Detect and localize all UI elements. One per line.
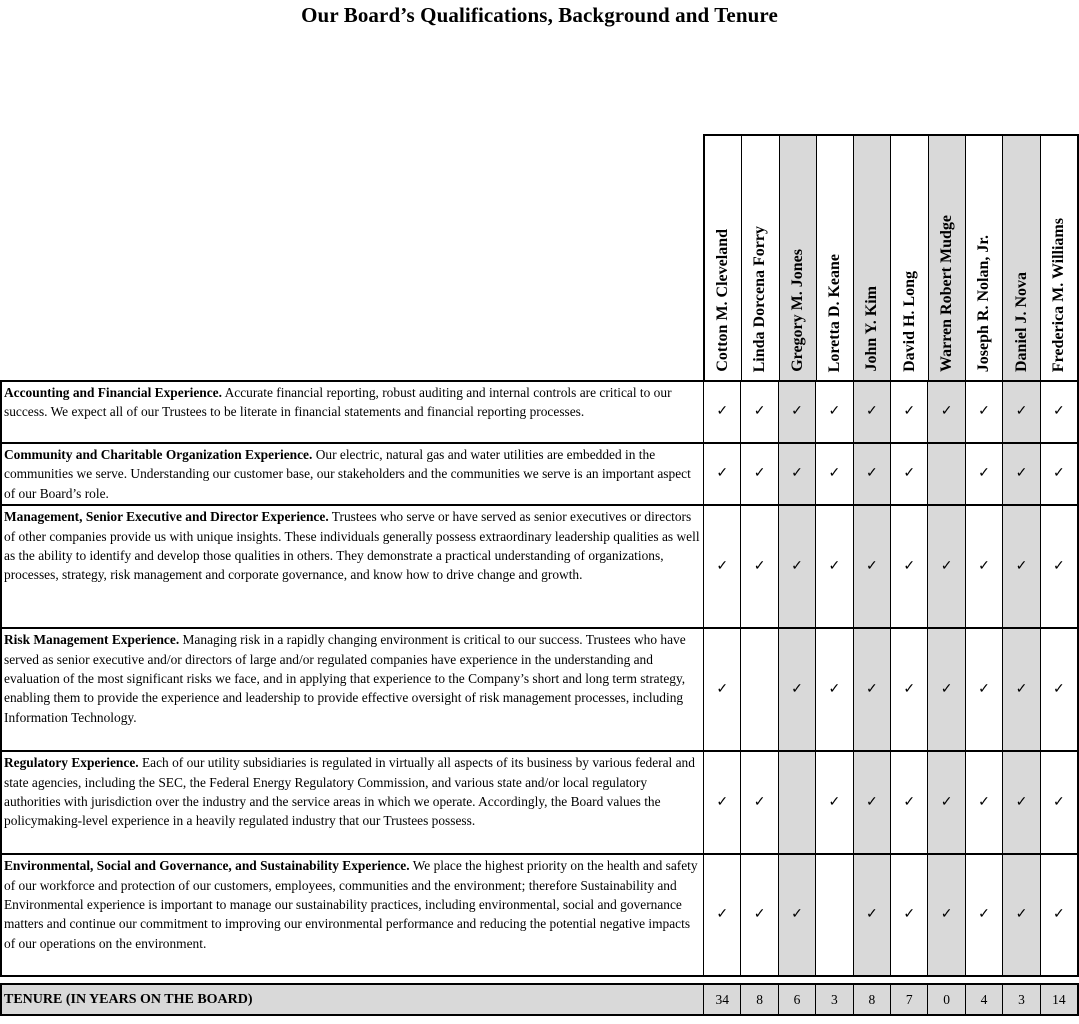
checkmark-icon: ✓ [716,907,729,923]
tenure-value-cell [740,985,777,1014]
checkmark-icon: ✓ [940,681,953,697]
checkmark-icon: ✓ [791,558,803,574]
director-name: Loretta D. Keane [826,253,844,372]
qualification-description [2,855,703,975]
tenure-value-cell [778,985,815,1014]
check-cell [890,506,927,627]
checkmark-icon: ✓ [1052,404,1065,419]
tenure-value-cell [927,985,964,1014]
checkmark-icon: ✓ [791,907,803,923]
check-cell [703,444,740,504]
checkmark-icon: ✓ [791,681,803,697]
check-cell [1002,855,1039,975]
qualification-text: Managing risk in a rapidly changing environment is critical to our success. Trustees who have served as senior executive and/or directors of large and/or regulated companies have experience in the understanding and evaluation of the most significant risks we face, and in applying that experience to the Company’s short and long term strategy, enabling them to provide the experience and leadership to provide effective oversight of risk management processes, including Information Technology. [4,632,686,725]
tenure-values [703,985,1077,1014]
qualification-row [2,506,1077,629]
checkmark-icon: ✓ [865,907,878,923]
director-name: Warren Robert Mudge [937,214,955,372]
tenure-label: TENURE (IN YEARS ON THE BOARD) [4,991,253,1007]
checkmark-icon: ✓ [903,466,916,482]
check-cell [1002,506,1039,627]
director-column-header [1002,136,1039,380]
check-cell [740,506,777,627]
qualification-title: Environmental, Social and Governance, and Sustainability Experience. [4,858,410,874]
tenure-value-cell [965,985,1002,1014]
checkmark-icon: ✓ [753,907,766,923]
check-cell [1040,629,1077,750]
qualification-row [2,752,1077,855]
checkmark-icon: ✓ [791,466,803,482]
tenure-value: 3 [1018,991,1025,1007]
qualification-checks [703,629,1077,750]
check-cell [890,855,927,975]
tenure-value: 6 [793,991,801,1007]
check-cell [703,855,740,975]
director-name: Cotton M. Cleveland [714,229,732,372]
checkmark-icon: ✓ [753,404,766,419]
check-cell [927,382,964,442]
header-spacer [0,134,703,380]
qualification-row [2,444,1077,506]
director-column-header [965,136,1002,380]
check-cell [703,752,740,853]
director-name: Daniel J. Nova [1012,272,1030,372]
qualification-description [2,444,703,504]
director-name: Frederica M. Williams [1049,217,1067,372]
check-cell [1040,444,1077,504]
check-cell [853,855,890,975]
checkmark-icon: ✓ [978,794,990,810]
qualification-text: Each of our utility subsidiaries is regulated in virtually all aspects of its business by various federal and state agencies, including the SEC, the Federal Energy Regulatory Commission, and various state and/or local regulatory authorities with jurisdiction over the industry and the service areas in which we operate. Accordingly, the Board values the policymaking-level experience in a heavily regulated industry that our Trustees possess. [4,755,695,829]
qualification-title: Risk Management Experience. [4,632,180,648]
check-cell [778,506,815,627]
checkmark-icon: ✓ [1052,558,1065,574]
check-cell [1002,752,1039,853]
qualification-description [2,629,703,750]
check-cell [815,855,852,975]
checkmark-icon: ✓ [978,466,990,482]
qualification-text: Our electric, natural gas and water utilities are embedded in the communities we serve. Understanding our customer base, our stakeholders and the communities we serve is an important aspect of our Board’s role. [4,447,691,501]
qualification-title: Management, Senior Executive and Director Experience. [4,509,329,525]
checkmark-icon: ✓ [978,681,990,697]
director-column-header [890,136,927,380]
qualification-title: Accounting and Financial Experience. [4,385,222,400]
checkmark-icon: ✓ [978,907,990,923]
director-column-header [779,136,816,380]
checkmark-icon: ✓ [903,794,916,810]
checkmark-icon: ✓ [1052,681,1065,697]
director-column-header [816,136,853,380]
checkmark-icon: ✓ [1052,466,1065,482]
check-cell [1002,629,1039,750]
director-column-header [741,136,778,380]
checkmark-icon: ✓ [753,466,766,482]
qualification-checks [703,382,1077,442]
tenure-value-cell [853,985,890,1014]
check-cell [703,506,740,627]
check-cell [815,506,852,627]
checkmark-icon: ✓ [865,681,878,697]
qualification-description [2,382,703,442]
checkmark-icon: ✓ [716,466,729,482]
check-cell [965,855,1002,975]
checkmark-icon: ✓ [716,794,729,810]
check-cell [927,506,964,627]
board-qualifications-table [0,134,1079,1016]
checkmark-icon: ✓ [903,681,916,697]
checkmark-icon: ✓ [791,404,803,419]
tenure-value-cell [703,985,740,1014]
check-cell [740,382,777,442]
tenure-value-cell [1040,985,1077,1014]
checkmark-icon: ✓ [753,558,766,574]
qualification-rows [0,380,1079,977]
check-cell [927,629,964,750]
check-cell [740,752,777,853]
qualification-text: Trustees who serve or have served as senior executives or directors of other companies provide us with unique insights. These individuals generally possess extraordinary leadership qualities as well as the ability to identify and develop those qualities in others. They demonstrate a practical understanding of organizations, processes, strategy, risk management and corporate governance, and know how to drive change and growth. [4,509,700,583]
check-cell [1002,444,1039,504]
qualification-text: We place the highest priority on the health and safety of our workforce and protection of our customers, employees, communities and the environment; therefore Sustainability and Environmental experience is important to manage our sustainability practices, including environmental, social and governance matters and continue our commitment to improving our environmental performance and reducing the potential negative impacts of our operations on the environment. [4,858,698,951]
check-cell [853,629,890,750]
check-cell [778,444,815,504]
director-name: Gregory M. Jones [788,249,806,372]
qualification-checks [703,444,1077,504]
check-cell [965,382,1002,442]
director-column-header [928,136,965,380]
qualification-text: Accurate financial reporting, robust auditing and internal controls are critical to our success. We expect all of our Trustees to be literate in financial statements and financial reporting processes. [4,385,672,420]
qualification-checks [703,752,1077,853]
check-cell [890,629,927,750]
checkmark-icon: ✓ [865,794,878,810]
check-cell [965,444,1002,504]
check-cell [890,444,927,504]
qualification-description [2,752,703,853]
tenure-value-cell [815,985,852,1014]
director-column-header [853,136,890,380]
page-title: Our Board’s Qualifications, Background and Tenure [301,3,778,27]
table-header-row [0,134,1079,380]
check-cell [853,444,890,504]
checkmark-icon: ✓ [865,558,878,574]
director-name: Linda Dorcena Forry [751,225,769,372]
check-cell [703,629,740,750]
check-cell [815,444,852,504]
checkmark-icon: ✓ [753,794,766,810]
check-cell [778,855,815,975]
checkmark-icon: ✓ [828,794,841,810]
director-column-header [705,136,741,380]
check-cell [853,382,890,442]
tenure-value: 3 [831,991,838,1007]
tenure-value-cell [1002,985,1039,1014]
checkmark-icon: ✓ [865,404,878,419]
check-cell [927,444,964,504]
check-cell [815,629,852,750]
check-cell [740,629,777,750]
tenure-value: 0 [943,991,951,1007]
checkmark-icon: ✓ [1015,794,1028,810]
checkmark-icon: ✓ [940,907,953,923]
checkmark-icon: ✓ [1015,466,1028,482]
check-cell [965,752,1002,853]
check-cell [1002,382,1039,442]
qualification-title: Regulatory Experience. [4,755,139,771]
qualification-row [2,382,1077,444]
tenure-row [0,983,1079,1016]
check-cell [778,629,815,750]
checkmark-icon: ✓ [1052,794,1065,810]
check-cell [703,382,740,442]
check-cell [815,382,852,442]
checkmark-icon: ✓ [716,558,729,574]
checkmark-icon: ✓ [716,681,729,697]
qualification-row [2,855,1077,977]
checkmark-icon: ✓ [828,681,841,697]
checkmark-icon: ✓ [828,404,841,419]
tenure-value: 8 [756,991,763,1007]
tenure-value: 7 [905,991,913,1007]
qualification-title: Community and Charitable Organization Experience. [4,447,313,462]
qualification-row [2,629,1077,752]
checkmark-icon: ✓ [978,558,990,574]
tenure-value: 8 [868,991,876,1007]
checkmark-icon: ✓ [865,466,878,482]
checkmark-icon: ✓ [1015,681,1028,697]
director-column-header [1040,136,1077,380]
checkmark-icon: ✓ [940,558,953,574]
tenure-value: 4 [980,991,988,1007]
checkmark-icon: ✓ [978,404,990,419]
check-cell [1040,752,1077,853]
check-cell [853,752,890,853]
check-cell [740,444,777,504]
tenure-value: 14 [1052,991,1066,1007]
check-cell [965,629,1002,750]
checkmark-icon: ✓ [828,558,841,574]
checkmark-icon: ✓ [940,794,953,810]
checkmark-icon: ✓ [903,404,916,419]
check-cell [890,752,927,853]
director-name: David H. Long [900,271,918,372]
checkmark-icon: ✓ [716,404,729,419]
check-cell [890,382,927,442]
check-cell [778,752,815,853]
director-names-header [703,134,1079,380]
checkmark-icon: ✓ [1015,907,1028,923]
qualification-checks [703,855,1077,975]
qualification-description [2,506,703,627]
check-cell [740,855,777,975]
check-cell [965,506,1002,627]
tenure-value-cell [890,985,927,1014]
checkmark-icon: ✓ [828,466,841,482]
checkmark-icon: ✓ [903,907,916,923]
director-name: Joseph R. Nolan, Jr. [975,234,993,372]
check-cell [853,506,890,627]
director-name: John Y. Kim [863,286,881,372]
checkmark-icon: ✓ [903,558,916,574]
tenure-value: 34 [715,991,729,1007]
checkmark-icon: ✓ [1015,558,1028,574]
checkmark-icon: ✓ [940,404,953,419]
check-cell [815,752,852,853]
check-cell [1040,506,1077,627]
check-cell [778,382,815,442]
check-cell [927,855,964,975]
check-cell [1040,855,1077,975]
check-cell [927,752,964,853]
checkmark-icon: ✓ [1052,907,1065,923]
checkmark-icon: ✓ [1015,404,1028,419]
qualification-checks [703,506,1077,627]
check-cell [1040,382,1077,442]
